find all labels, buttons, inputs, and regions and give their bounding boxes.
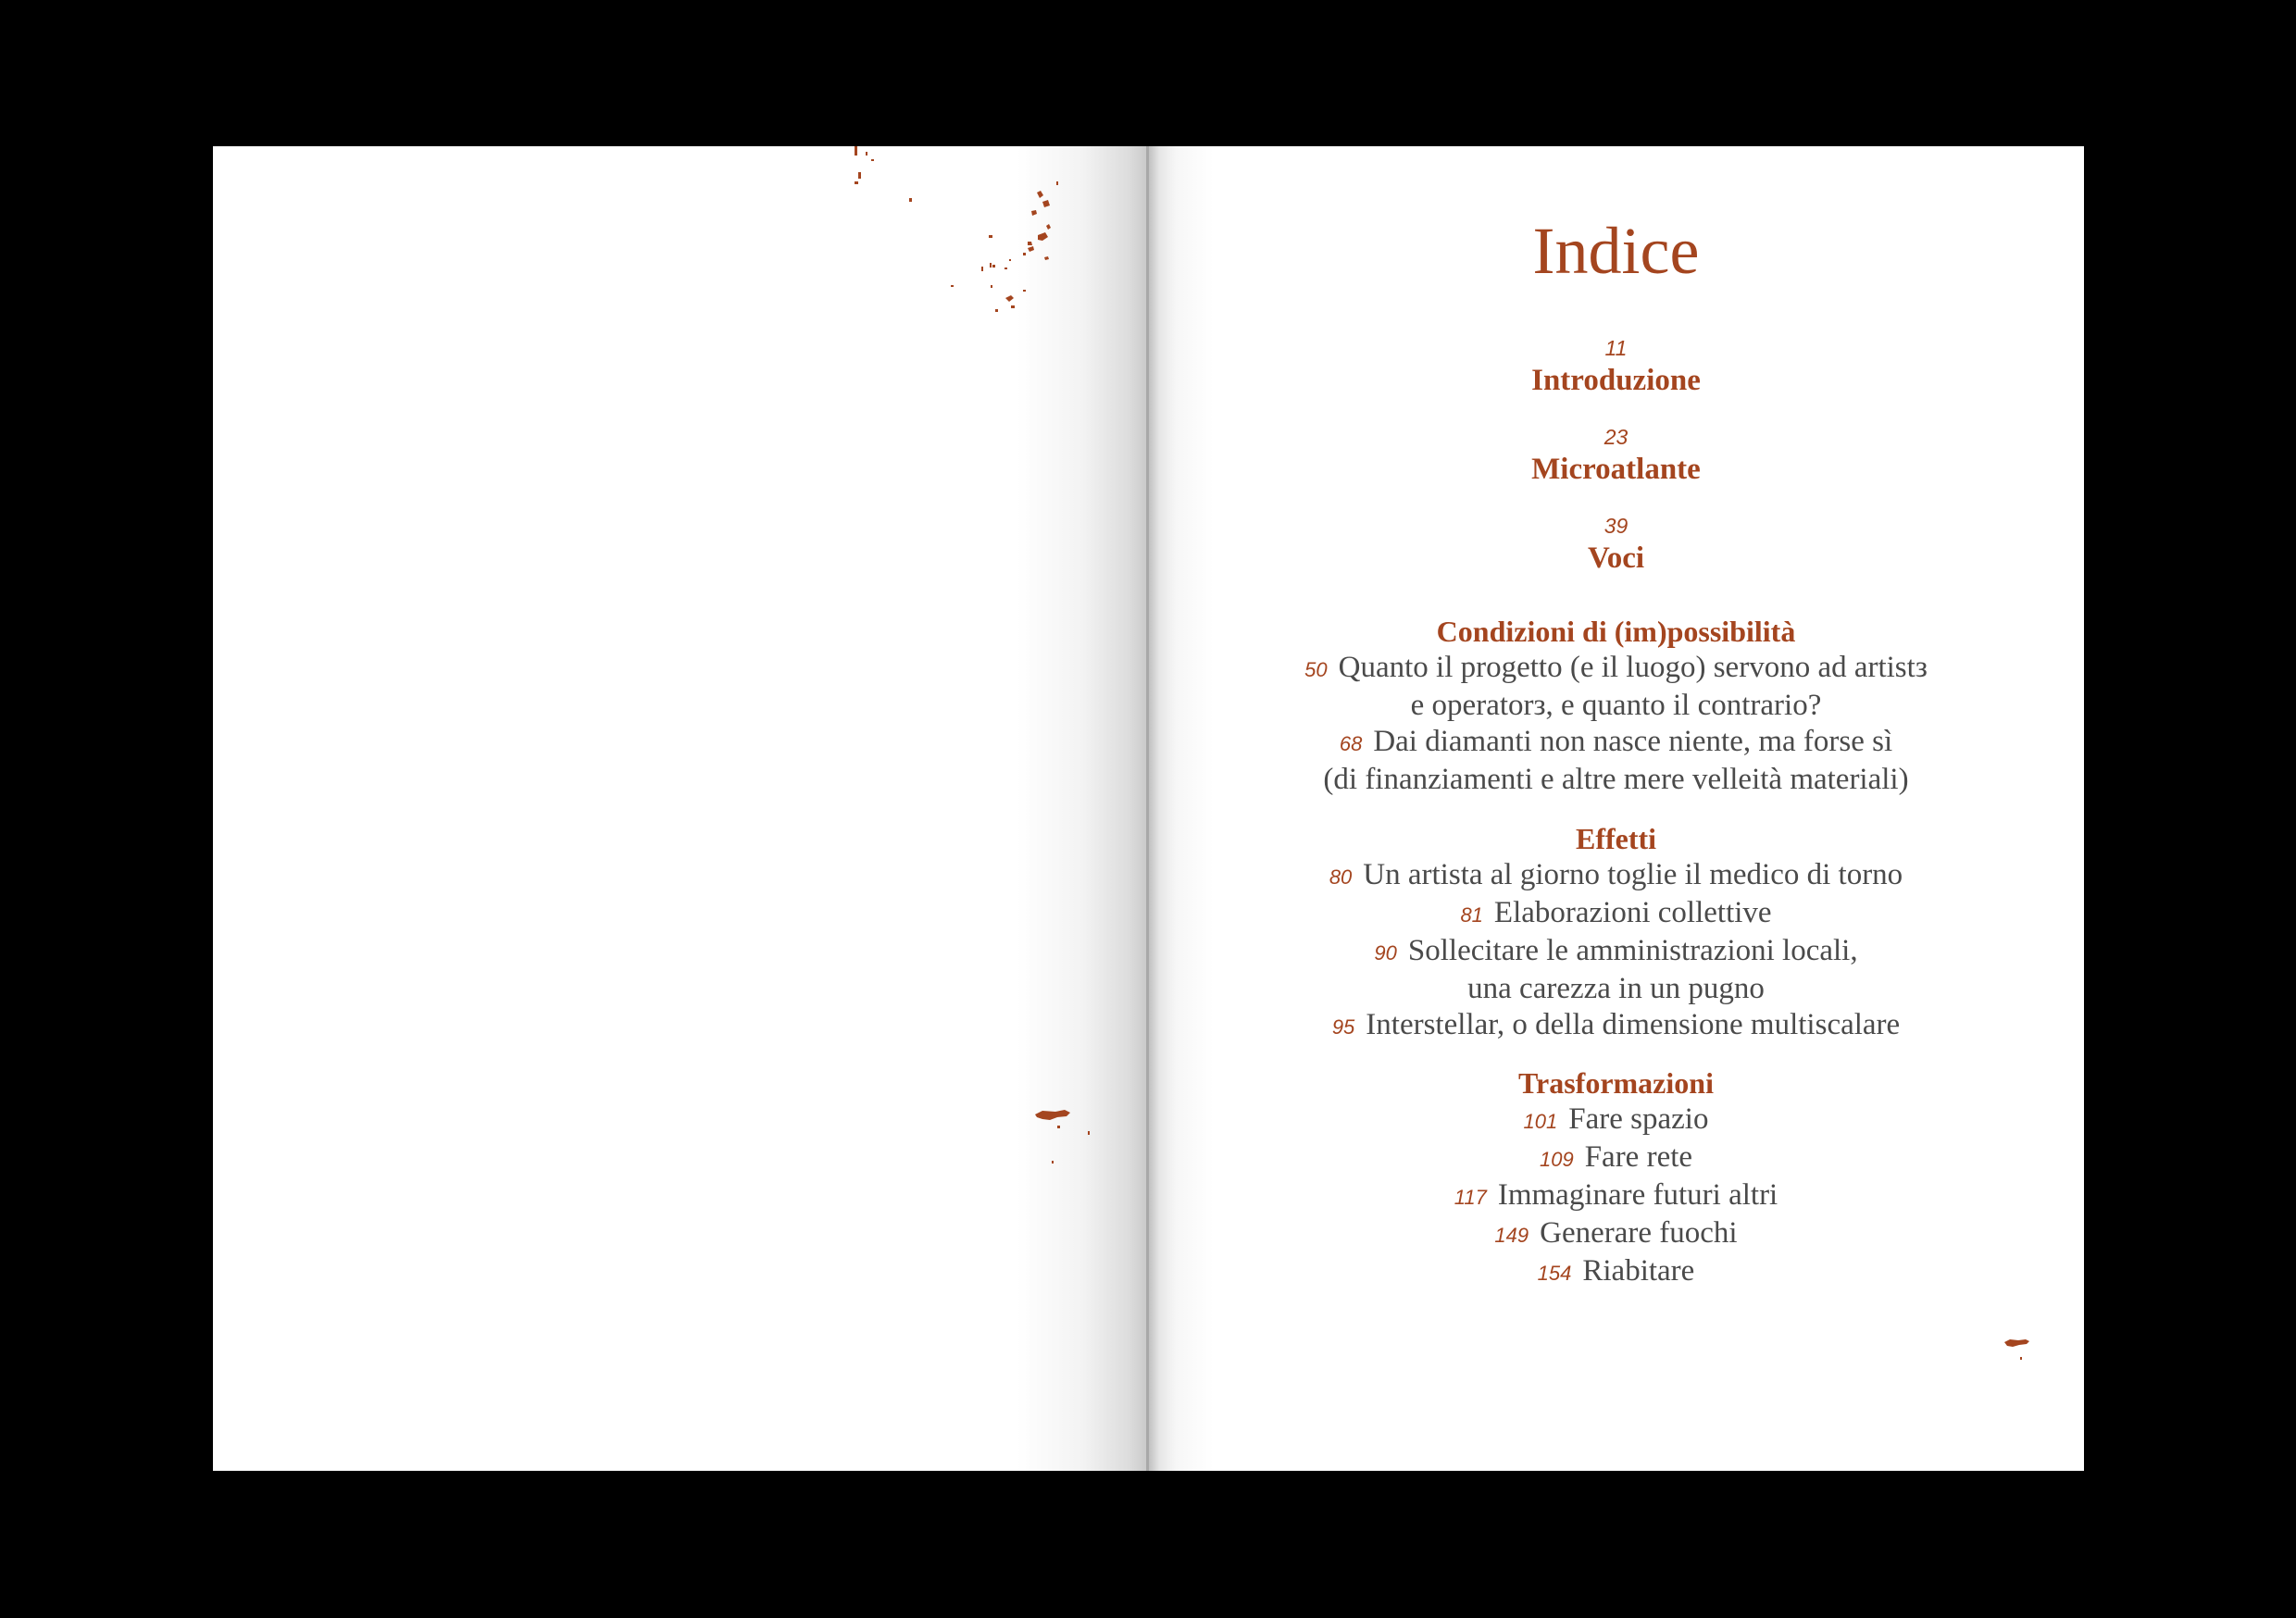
chapter-title: Introduzione [1531,364,1701,397]
left-page [213,146,1148,1471]
toc-entry [1148,1215,2084,1253]
page-number: 80 [1329,865,1353,889]
table-of-contents [1148,146,2084,1471]
toc-entry [1148,895,2084,933]
page-number: 149 [1494,1224,1529,1247]
entry-title: Dai diamanti non nasce niente, ma forse sì [1373,725,1893,758]
toc-chapter [1148,334,2084,399]
page-title: Indice [1532,214,1700,288]
toc-section [1148,821,2084,1045]
page-number: 109 [1539,1148,1574,1171]
chapter-title: Voci [1587,541,1645,575]
toc-chapter [1148,512,2084,577]
section-heading: Condizioni di (im)possibilità [1436,615,1796,648]
entry-title: Riabitare [1582,1254,1695,1288]
page-number: 101 [1523,1110,1558,1133]
entry-title: Fare rete [1584,1140,1693,1174]
entry-title: Generare fuochi [1540,1216,1738,1250]
entry-title: Un artista al giorno toglie il medico di torno [1363,858,1903,891]
entry-title: Sollecitare le amministrazioni locali, [1407,934,1858,967]
toc-chapter [1148,423,2084,488]
entry-title: Quanto il progetto (e il luogo) servono ad artistз [1338,651,1928,684]
chapter-title: Microatlante [1531,453,1701,486]
toc-entry [1148,933,2084,971]
page-number: 117 [1454,1186,1487,1209]
toc-section [1148,1065,2084,1291]
section-heading: Trasformazioni [1518,1066,1714,1100]
toc-entry [1148,650,2084,688]
toc-entry [1148,1139,2084,1177]
entry-title: Fare spazio [1568,1102,1709,1136]
page-number: 81 [1460,903,1483,927]
toc-entry [1148,857,2084,895]
page-number: 95 [1331,1015,1355,1039]
toc-entry [1148,1101,2084,1139]
toc-entry-continuation: (di finanziamenti e altre mere velleità materiali) [1323,763,1909,796]
entry-title: Elaborazioni collettive [1493,896,1772,929]
toc-entry [1148,724,2084,762]
toc-entry-continuation: e operatorз, e quanto il contrario? [1410,689,1822,722]
page-number: 23 [1603,425,1628,449]
entry-title: Immaginare futuri altri [1497,1178,1778,1212]
toc-section [1148,614,2084,798]
toc-entry [1148,1253,2084,1291]
toc-entry-continuation: una carezza in un pugno [1467,972,1765,1005]
page-number: 90 [1374,941,1397,965]
section-heading: Effetti [1575,822,1657,855]
book-spread [213,146,2084,1471]
page-number: 154 [1537,1262,1572,1285]
page-number: 39 [1603,514,1628,538]
page-number: 50 [1304,658,1328,681]
entry-title: Interstellar, o della dimensione multiscalare [1366,1008,1901,1041]
page-number: 68 [1339,732,1363,755]
toc-entry [1148,1007,2084,1045]
page-number: 11 [1604,336,1628,360]
toc-entry [1148,1177,2084,1215]
